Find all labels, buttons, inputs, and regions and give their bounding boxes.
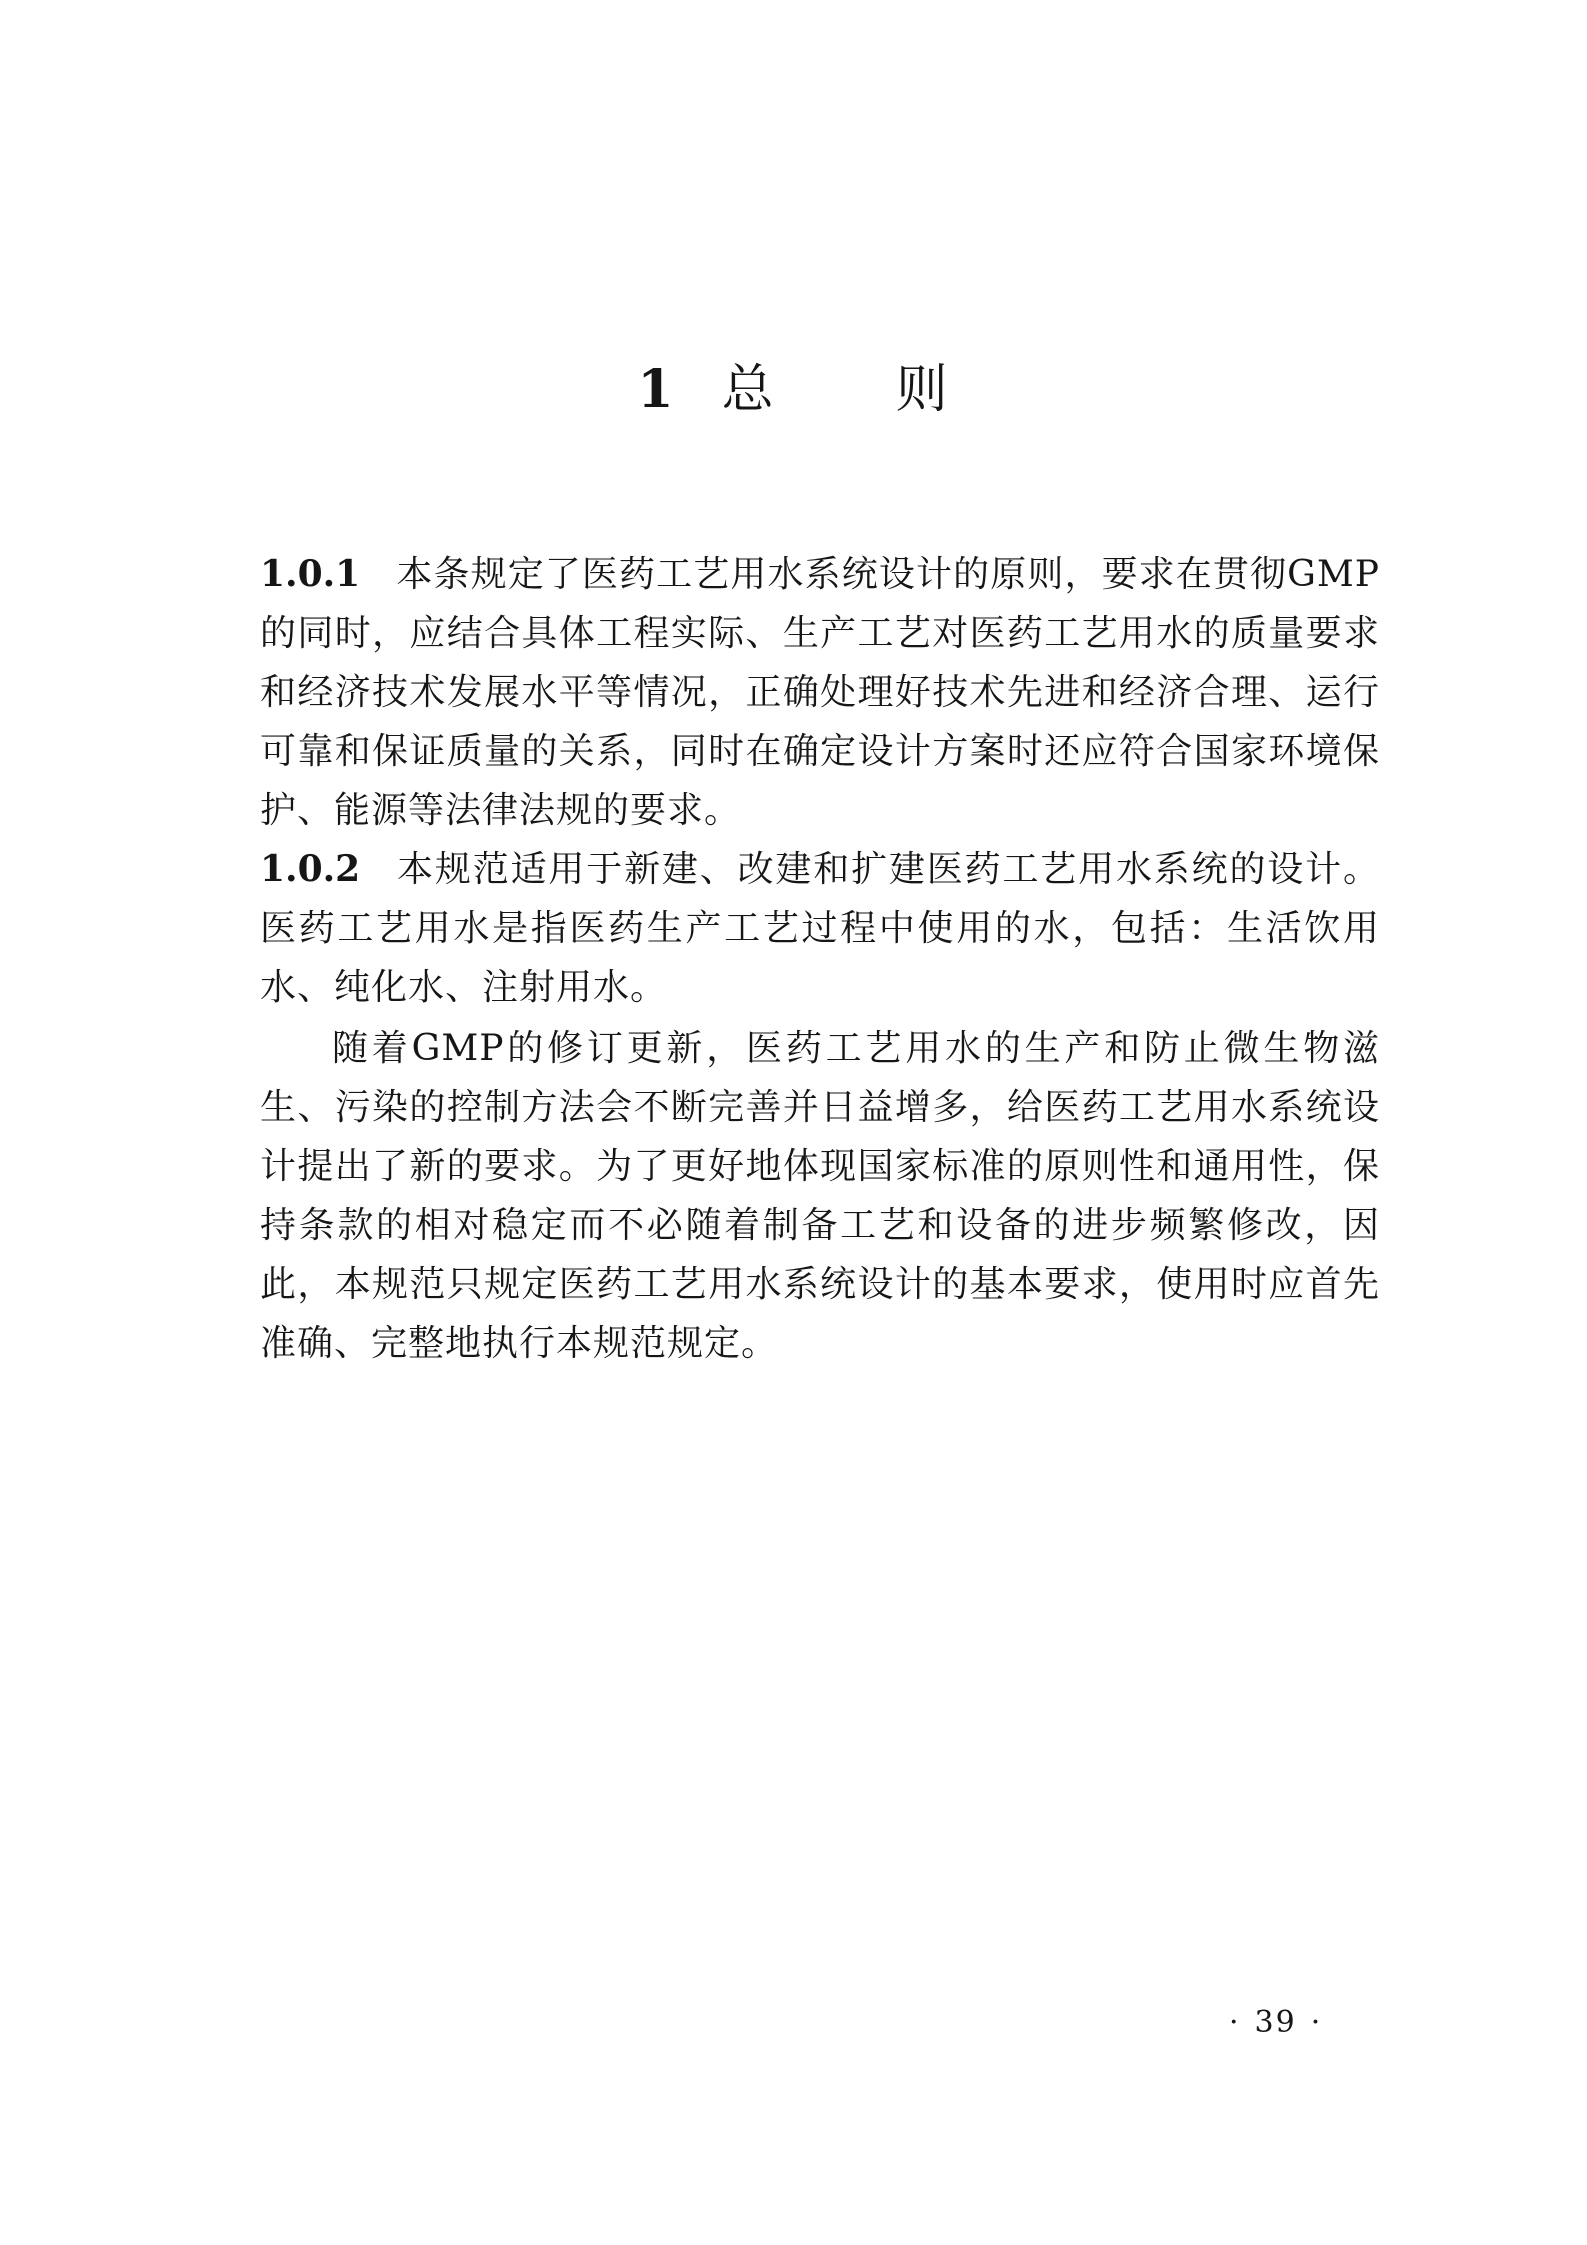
- clause-number: 1.0.2: [260, 848, 361, 890]
- chapter-number: 1: [637, 359, 676, 420]
- chapter-body: [260, 545, 1380, 1373]
- page-number-dot-right: ·: [1310, 2005, 1323, 2040]
- clause-1-0-2: [260, 840, 1380, 1017]
- clause-text: 本条规定了医药工艺用水系统设计的原则，要求在贯彻GMP的同时，应结合具体工程实际、生产工艺对医药工艺用水的质量要求和经济技术发展水平等情况，正确处理好技术先进和经济合理、运行可靠和保证质量的关系，同时在确定设计方案时还应符合国家环境保护、能源等法律法规的要求。: [260, 554, 1380, 831]
- chapter-title-part2: 则: [895, 360, 950, 420]
- page-number: [1215, 2005, 1336, 2040]
- chapter-title-part1: 总: [721, 360, 776, 420]
- clause-1-0-1: [260, 545, 1380, 840]
- chapter-title: [0, 355, 1587, 425]
- page-number-dot-left: ·: [1229, 2005, 1241, 2040]
- clause-text: 本规范适用于新建、改建和扩建医药工艺用水系统的设计。医药工艺用水是指医药生产工艺过程中使用的水，包括：生活饮用水、纯化水、注射用水。: [260, 849, 1380, 1008]
- explanation-paragraph: 随着GMP的修订更新，医药工艺用水的生产和防止微生物滋生、污染的控制方法会不断完善并日益增多，给医药工艺用水系统设计提出了新的要求。为了更好地体现国家标准的原则性和通用性，保持条款的相对稳定而不必随着制备工艺和设备的进步频繁修改，因此，本规范只规定医药工艺用水系统设计的基本要求，使用时应首先准确、完整地执行本规范规定。: [260, 1028, 1380, 1364]
- page-number-value: 39: [1254, 2005, 1297, 2040]
- clause-number: 1.0.1: [260, 553, 361, 595]
